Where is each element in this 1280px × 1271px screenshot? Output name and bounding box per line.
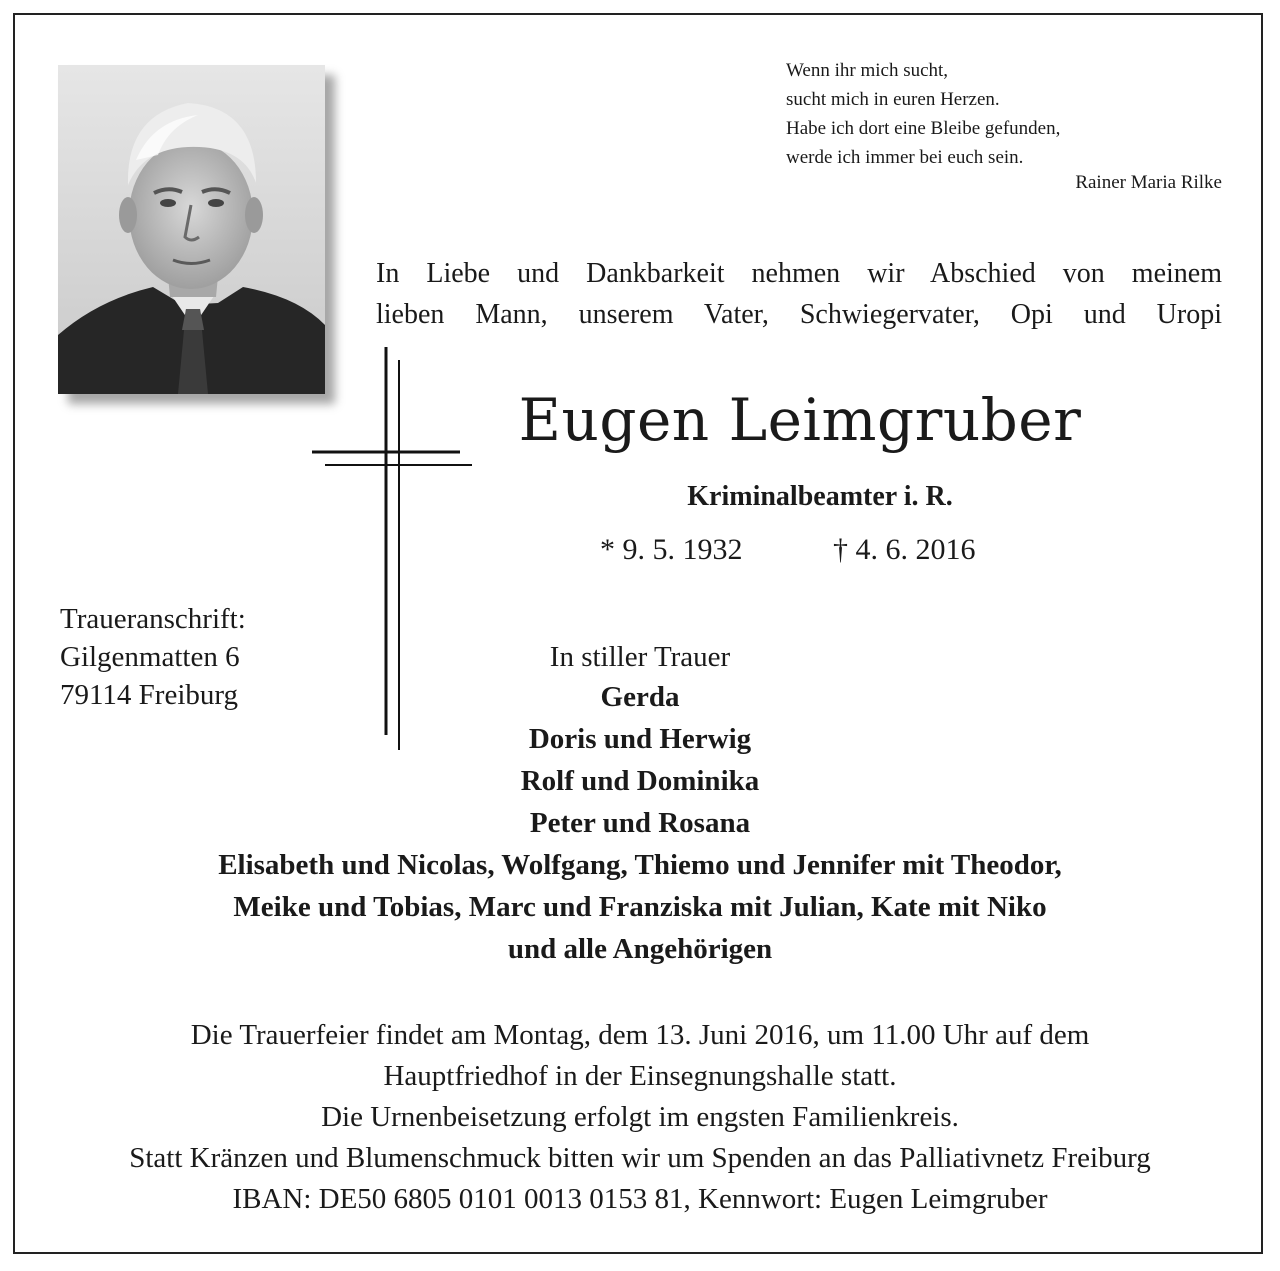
address-city: 79114 Freiburg [60, 679, 239, 711]
portrait-photo [58, 65, 325, 394]
address-street: Gilgenmatten 6 [60, 641, 240, 673]
funeral-details [40, 1015, 1240, 1220]
portrait-illustration [58, 65, 325, 394]
birth-date: * 9. 5. 1932 [600, 533, 743, 566]
mourners-lead: In stiller Trauer [549, 641, 731, 673]
address-label: Traueranschrift: [60, 603, 246, 635]
deceased-profession: Kriminalbeamter i. R. [687, 481, 953, 512]
deceased-name: Eugen Leimgruber [518, 386, 1082, 454]
mourners-list [140, 638, 1140, 970]
mourner-line: Gerda [600, 681, 680, 713]
mourner-line: Peter und Rosana [529, 807, 751, 839]
poem-author: Rainer Maria Rilke [1075, 172, 1222, 193]
poem-line: Wenn ihr mich sucht, [786, 60, 949, 81]
death-date: † 4. 6. 2016 [833, 533, 976, 566]
closing-line: Die Trauerfeier findet am Montag, dem 13. Juni 2016, um 11.00 Uhr auf dem [190, 1019, 1090, 1051]
mourner-line: und alle Angehörigen [507, 933, 773, 965]
mourner-line: Doris und Herwig [528, 723, 752, 755]
poem-line: sucht mich in euren Herzen. [786, 89, 1000, 110]
closing-line: Statt Kränzen und Blumenschmuck bitten wir um Spenden an das Palliativnetz Freiburg [129, 1142, 1151, 1174]
intro-text [376, 253, 1222, 335]
closing-line: Die Urnenbeisetzung erfolgt im engsten Familienkreis. [321, 1101, 959, 1133]
mourner-line: Rolf und Dominika [520, 765, 760, 797]
mourner-line: Meike und Tobias, Marc und Franziska mit Julian, Kate mit Niko [233, 891, 1047, 923]
mourner-line: Elisabeth und Nicolas, Wolfgang, Thiemo und Jennifer mit Theodor, [218, 849, 1062, 881]
intro-line-2: lieben Mann, unserem Vater, Schwiegervater, Opi und Uropi [376, 299, 1222, 330]
intro-line-1: In Liebe und Dankbarkeit nehmen wir Abschied von meinem [376, 258, 1222, 289]
closing-line: Hauptfriedhof in der Einsegnungshalle statt. [383, 1060, 897, 1092]
poem-line: Habe ich dort eine Bleibe gefunden, [786, 118, 1061, 139]
closing-line: IBAN: DE50 6805 0101 0013 0153 81, Kennwort: Eugen Leimgruber [232, 1183, 1048, 1215]
poem-line: werde ich immer bei euch sein. [786, 147, 1024, 168]
poem [786, 56, 1060, 172]
